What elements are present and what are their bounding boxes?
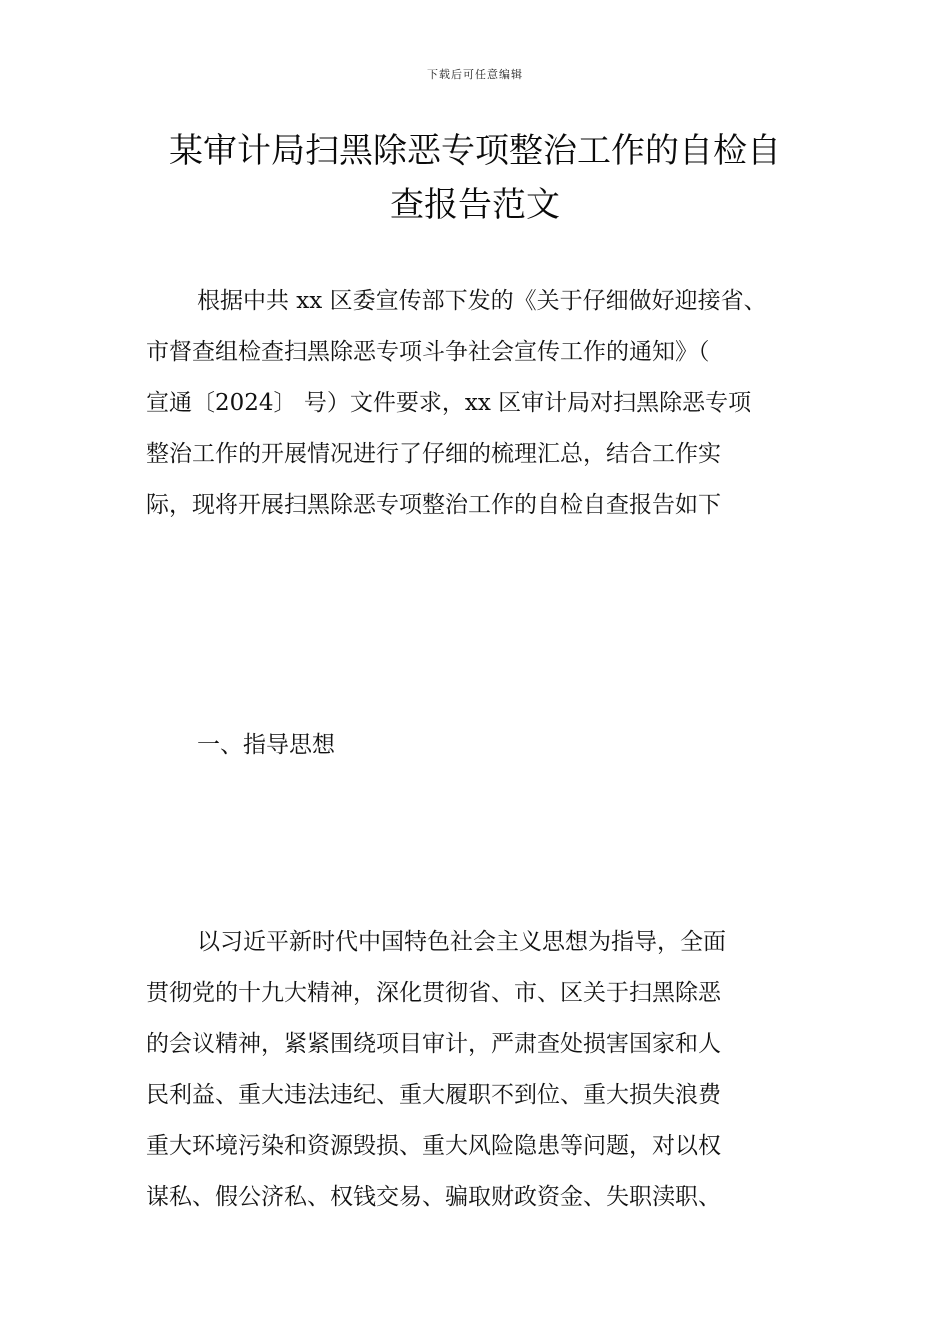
paragraph-line: 贯彻党的十九大精神，深化贯彻省、市、区关于扫黑除恶 (146, 980, 721, 1006)
intro-paragraph (146, 276, 826, 531)
paragraph-line: 际，现将开展扫黑除恶专项整治工作的自检自查报告如下 (146, 492, 721, 518)
paragraph-line: 市督查组检查扫黑除恶专项斗争社会宣传工作的通知》（ (146, 339, 710, 365)
guiding-paragraph (146, 917, 826, 1223)
header-note: 下载后可任意编辑 (427, 68, 523, 81)
paragraph-line: 整治工作的开展情况进行了仔细的梳理汇总，结合工作实 (146, 441, 721, 467)
paragraph-line: 谋私、假公济私、权钱交易、骗取财政资金、失职渎职、 (146, 1184, 721, 1210)
paragraph-line: 以习近平新时代中国特色社会主义思想为指导，全面 (197, 929, 726, 955)
paragraph-line: 根据中共 xx 区委宣传部下发的《关于仔细做好迎接省、 (197, 288, 767, 314)
paragraph-line: 民利益、重大违法违纪、重大履职不到位、重大损失浪费 (146, 1082, 721, 1108)
paragraph-line: 的会议精神，紧紧围绕项目审计，严肃查处损害国家和人 (146, 1031, 721, 1057)
paragraph-line: 宣通〔2024〕 号）文件要求，xx 区审计局对扫黑除恶专项 (146, 390, 752, 416)
section-heading: 一、指导思想 (197, 732, 335, 758)
title-line-2: 查报告范文 (390, 185, 560, 225)
document-title (120, 124, 830, 232)
paragraph-line: 重大环境污染和资源毁损、重大风险隐患等问题，对以权 (146, 1133, 721, 1159)
title-line-1: 某审计局扫黑除恶专项整治工作的自检自 (169, 131, 781, 171)
